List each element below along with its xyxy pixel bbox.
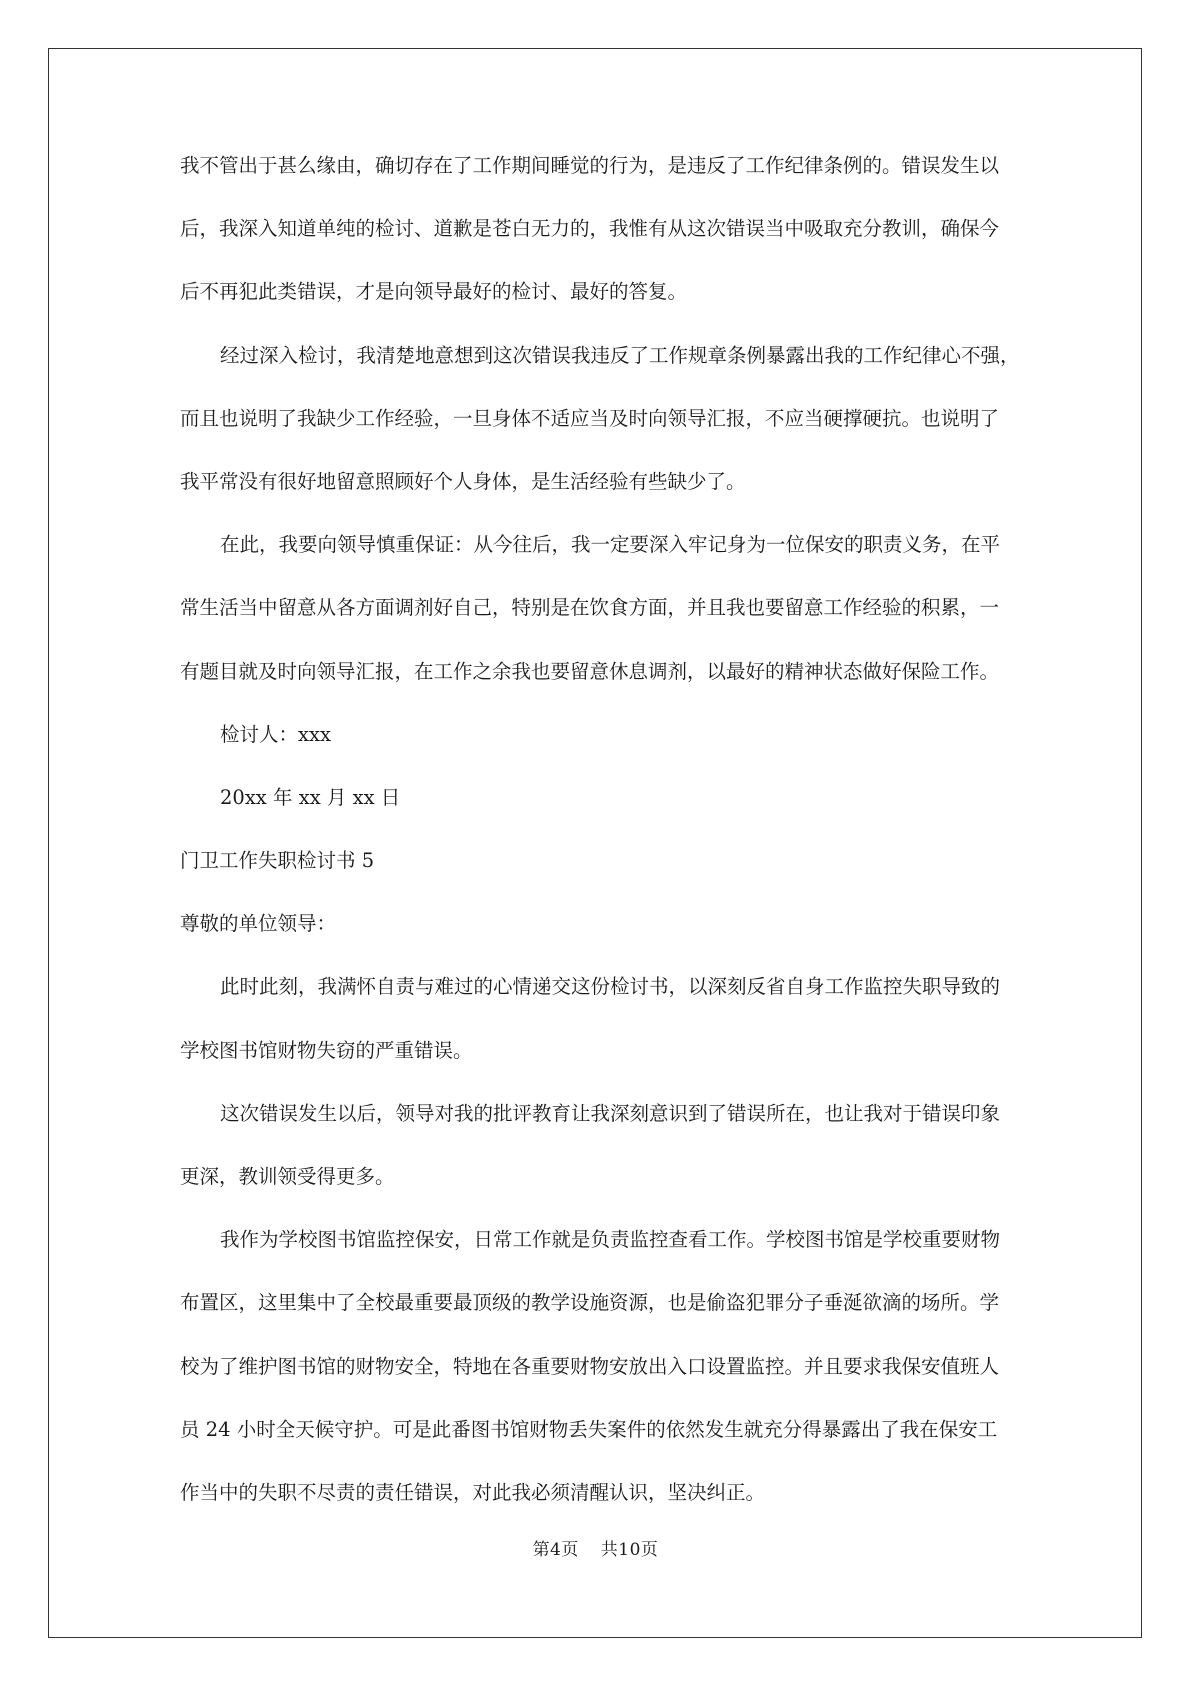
salutation: 尊敬的单位领导： bbox=[180, 912, 337, 936]
text-line: 更深，教训领受得更多。 bbox=[180, 1165, 395, 1188]
text-line: 员 24 小时全天候守护。可是此番图书馆财物丢失案件的依然发生就充分得暴露出了我在保安工 bbox=[180, 1417, 998, 1441]
signature-line: 检讨人：xxx bbox=[220, 722, 331, 746]
text-line: 我不管出于甚么缘由，确切存在了工作期间睡觉的行为，是违反了工作纪律条例的。错误发生以 bbox=[180, 154, 1000, 177]
text-line: 作当中的失职不尽责的责任错误，对此我必须清醒认识，坚决纠正。 bbox=[180, 1480, 766, 1504]
text-line: 经过深入检讨，我清楚地意想到这次错误我违反了工作规章条例暴露出我的工作纪律心不强， bbox=[220, 343, 1020, 367]
text-line: 有题目就及时向领导汇报，在工作之余我也要留意休息调剂，以最好的精神状态做好保险工作。 bbox=[180, 659, 1000, 683]
text-line: 而且也说明了我缺少工作经验，一旦身体不适应当及时向领导汇报，不应当硬撑硬抗。也说明了 bbox=[180, 406, 1000, 430]
paragraph bbox=[180, 971, 1018, 1066]
page-footer bbox=[0, 1535, 1191, 1560]
page-total: 共10页 bbox=[600, 1540, 659, 1560]
text-line: 我作为学校图书馆监控保安，日常工作就是负责监控查看工作。学校图书馆是学校重要财物 bbox=[220, 1228, 1001, 1252]
text-line: 在此，我要向领导慎重保证：从今往后，我一定要深入牢记身为一位保安的职责义务，在平 bbox=[220, 533, 1001, 557]
paragraph bbox=[180, 529, 1018, 687]
text-line: 此时此刻，我满怀自责与难过的心情递交这份检讨书，以深刻反省自身工作监控失职导致的 bbox=[220, 975, 1001, 999]
page-number: 第4页 bbox=[532, 1540, 579, 1560]
paragraph bbox=[180, 340, 1018, 498]
text-line: 后，我深入知道单纯的检讨、道歉是苍白无力的，我惟有从这次错误当中吸取充分教训，确保今 bbox=[180, 217, 1000, 241]
paragraph bbox=[180, 1098, 1018, 1193]
text-line: 后不再犯此类错误，才是向领导最好的检讨、最好的答复。 bbox=[180, 280, 688, 304]
document-body bbox=[180, 150, 1018, 1509]
text-line: 常生活当中留意从各方面调剂好自己，特别是在饮食方面，并且我也要留意工作经验的积累，一 bbox=[180, 596, 1000, 620]
text-line: 学校图书馆财物失窃的严重错误。 bbox=[180, 1038, 473, 1062]
text-line: 这次错误发生以后，领导对我的批评教育让我深刻意识到了错误所在，也让我对于错误印象 bbox=[220, 1101, 1001, 1125]
paragraph bbox=[180, 150, 1018, 308]
paragraph bbox=[180, 1224, 1018, 1508]
section-title: 门卫工作失职检讨书 5 bbox=[180, 849, 375, 873]
text-line: 校为了维护图书馆的财物安全，特地在各重要财物安放出入口设置监控。并且要求我保安值班人 bbox=[180, 1354, 1000, 1378]
date-line: 20xx 年 xx 月 xx 日 bbox=[220, 785, 401, 809]
text-line: 布置区，这里集中了全校最重要最顶级的教学设施资源，也是偷盗犯罪分子垂涎欲滴的场所。学 bbox=[180, 1291, 1000, 1315]
text-line: 我平常没有很好地留意照顾好个人身体，是生活经验有些缺少了。 bbox=[180, 469, 746, 493]
